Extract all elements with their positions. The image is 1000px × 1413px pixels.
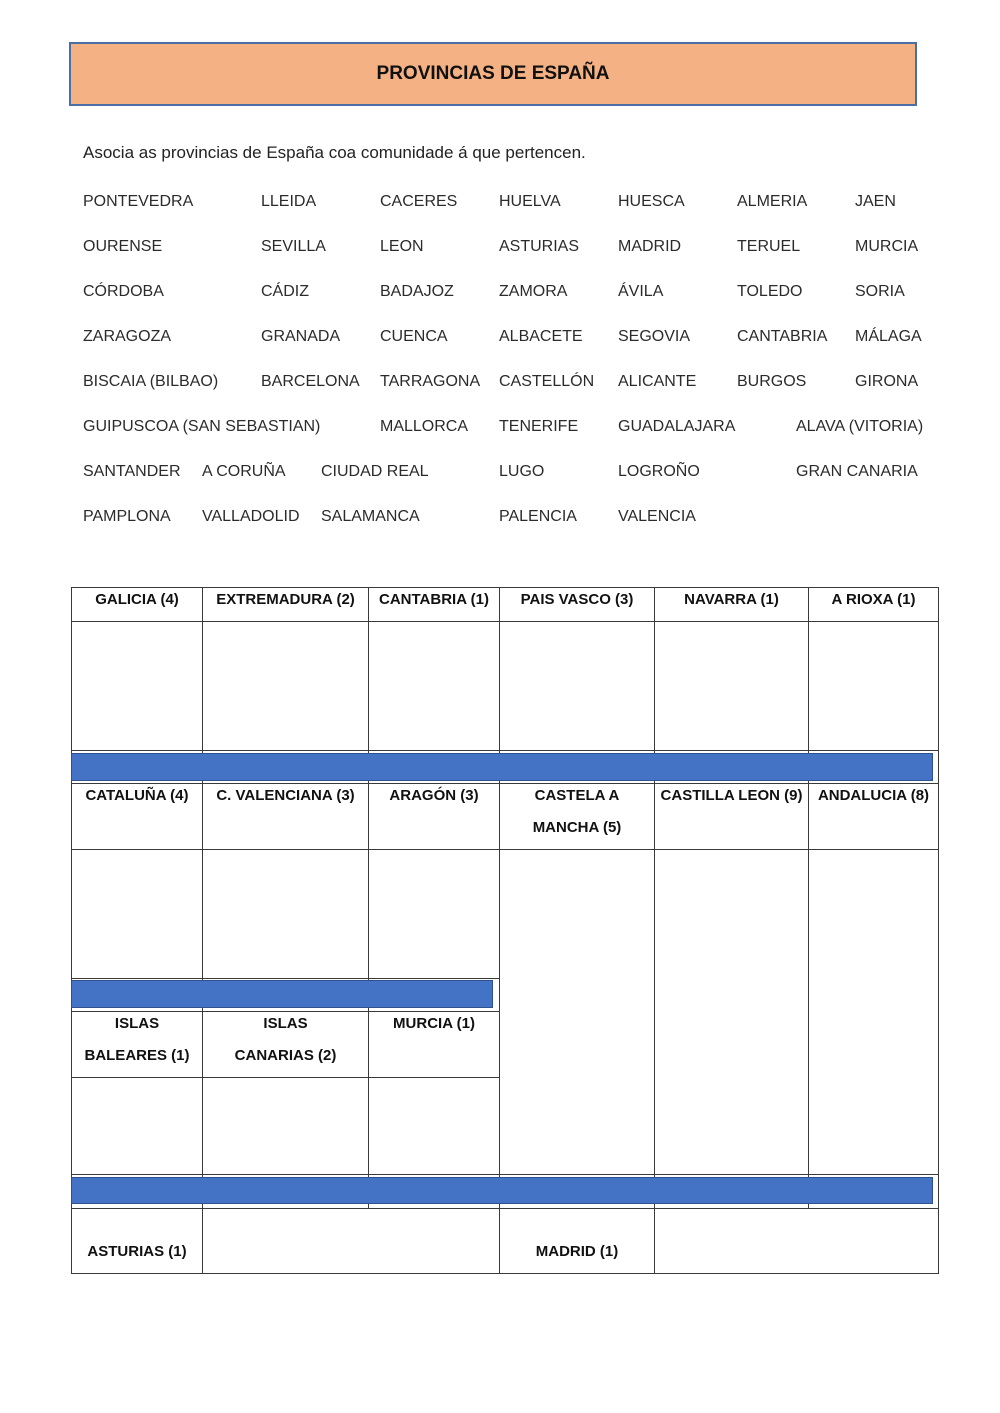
province-word[interactable]: ASTURIAS: [499, 238, 580, 255]
province-word[interactable]: BURGOS: [737, 373, 807, 390]
community-castela-a-mancha-line1: CASTELA A: [534, 787, 620, 804]
province-word[interactable]: ALICANTE: [618, 373, 697, 390]
separator-band: [71, 980, 493, 1008]
community-extremadura: EXTREMADURA (2): [216, 591, 355, 608]
province-word[interactable]: PAMPLONA: [83, 508, 171, 525]
community-a-rioxa: A RIOXA (1): [831, 591, 916, 608]
province-word[interactable]: BISCAIA (BILBAO): [83, 373, 219, 390]
province-word[interactable]: CÁDIZ: [261, 283, 309, 300]
answer-area-navarra[interactable]: [655, 622, 808, 750]
province-word[interactable]: ZARAGOZA: [83, 328, 172, 345]
community-madrid: MADRID (1): [535, 1243, 619, 1260]
answer-area-murcia[interactable]: [369, 1078, 499, 1174]
community-castilla-leon: CASTILLA LEON (9): [660, 787, 803, 804]
community-islas-baleares-line1: ISLAS: [114, 1015, 160, 1032]
province-word[interactable]: VALENCIA: [618, 508, 696, 525]
province-word[interactable]: ÁVILA: [618, 283, 664, 300]
province-word[interactable]: HUELVA: [499, 193, 561, 210]
province-word[interactable]: OURENSE: [83, 238, 163, 255]
province-word[interactable]: CANTABRIA: [737, 328, 828, 345]
answer-area-asturias[interactable]: [203, 1209, 499, 1273]
answer-area-aragon[interactable]: [369, 850, 499, 978]
province-word[interactable]: TOLEDO: [737, 283, 803, 300]
province-word[interactable]: GRAN CANARIA: [796, 463, 918, 480]
province-word[interactable]: MURCIA: [855, 238, 919, 255]
province-word[interactable]: MALLORCA: [380, 418, 469, 435]
province-word[interactable]: TENERIFE: [499, 418, 579, 435]
community-navarra: NAVARRA (1): [684, 591, 779, 608]
answer-area-cantabria[interactable]: [369, 622, 499, 750]
province-word[interactable]: VALLADOLID: [202, 508, 300, 525]
page-title-box: [69, 42, 917, 106]
province-word[interactable]: JAEN: [855, 193, 896, 210]
province-word[interactable]: CÓRDOBA: [83, 283, 164, 300]
answer-area-castilla-leon[interactable]: [655, 850, 808, 1174]
province-word[interactable]: SALAMANCA: [321, 508, 420, 525]
province-word[interactable]: TERUEL: [737, 238, 801, 255]
community-galicia: GALICIA (4): [95, 591, 179, 608]
province-word[interactable]: TARRAGONA: [380, 373, 481, 390]
province-word[interactable]: SORIA: [855, 283, 905, 300]
province-word[interactable]: LEON: [380, 238, 424, 255]
community-murcia: MURCIA (1): [393, 1015, 475, 1032]
answer-area-castela-a-mancha[interactable]: [500, 850, 654, 1174]
province-word[interactable]: MÁLAGA: [855, 328, 922, 345]
community-aragon: ARAGÓN (3): [389, 787, 479, 804]
community-cataluna: CATALUÑA (4): [85, 787, 189, 804]
answer-area-madrid[interactable]: [655, 1209, 938, 1273]
province-word[interactable]: CIUDAD REAL: [321, 463, 429, 480]
province-word[interactable]: LLEIDA: [261, 193, 317, 210]
table-border-right: [938, 587, 939, 1274]
answer-area-islas-baleares[interactable]: [72, 1078, 202, 1174]
province-word[interactable]: ALAVA (VITORIA): [796, 418, 924, 435]
province-word[interactable]: CACERES: [380, 193, 458, 210]
province-word[interactable]: BADAJOZ: [380, 283, 454, 300]
answer-area-islas-canarias[interactable]: [203, 1078, 368, 1174]
separator-band: [71, 1177, 933, 1204]
answer-area-andalucia[interactable]: [809, 850, 938, 1174]
province-word[interactable]: SEGOVIA: [618, 328, 691, 345]
answer-area-c-valenciana[interactable]: [203, 850, 368, 978]
province-word[interactable]: LUGO: [499, 463, 545, 480]
province-word[interactable]: A CORUÑA: [202, 463, 286, 480]
instruction-text: Asocia as provincias de España coa comunidade á que pertencen.: [83, 143, 586, 162]
answer-area-extremadura[interactable]: [203, 622, 368, 750]
province-word[interactable]: MADRID: [618, 238, 682, 255]
community-andalucia: ANDALUCIA (8): [817, 787, 930, 804]
table-rule: [71, 978, 499, 979]
province-word[interactable]: ALMERIA: [737, 193, 808, 210]
answer-area-pais-vasco[interactable]: [500, 622, 654, 750]
page-title: PROVINCIAS DE ESPAÑA: [376, 63, 610, 84]
province-word[interactable]: GIRONA: [855, 373, 919, 390]
community-c-valenciana: C. VALENCIANA (3): [216, 787, 355, 804]
province-word[interactable]: GUIPUSCOA (SAN SEBASTIAN): [83, 418, 321, 435]
province-word[interactable]: SANTANDER: [83, 463, 181, 480]
community-islas-canarias-line2: CANARIAS (2): [234, 1047, 337, 1064]
community-pais-vasco: PAIS VASCO (3): [520, 591, 634, 608]
province-word[interactable]: HUESCA: [618, 193, 685, 210]
province-word[interactable]: GUADALAJARA: [618, 418, 736, 435]
province-word[interactable]: LOGROÑO: [618, 463, 700, 480]
answer-area-galicia[interactable]: [72, 622, 202, 750]
community-asturias: ASTURIAS (1): [87, 1243, 187, 1260]
answer-area-a-rioxa[interactable]: [809, 622, 938, 750]
community-islas-canarias-line1: ISLAS: [263, 1015, 308, 1032]
community-islas-baleares-line2: BALEARES (1): [84, 1047, 190, 1064]
province-word[interactable]: PONTEVEDRA: [83, 193, 194, 210]
province-word[interactable]: SEVILLA: [261, 238, 326, 255]
province-word[interactable]: CUENCA: [380, 328, 448, 345]
province-word[interactable]: ZAMORA: [499, 283, 568, 300]
province-word[interactable]: GRANADA: [261, 328, 341, 345]
community-cantabria: CANTABRIA (1): [379, 591, 489, 608]
community-castela-a-mancha-line2: MANCHA (5): [532, 819, 622, 836]
province-word[interactable]: ALBACETE: [499, 328, 583, 345]
province-word[interactable]: BARCELONA: [261, 373, 360, 390]
province-word[interactable]: CASTELLÓN: [499, 373, 595, 390]
separator-band: [71, 753, 933, 781]
province-word[interactable]: PALENCIA: [499, 508, 577, 525]
answer-area-cataluna[interactable]: [72, 850, 202, 978]
